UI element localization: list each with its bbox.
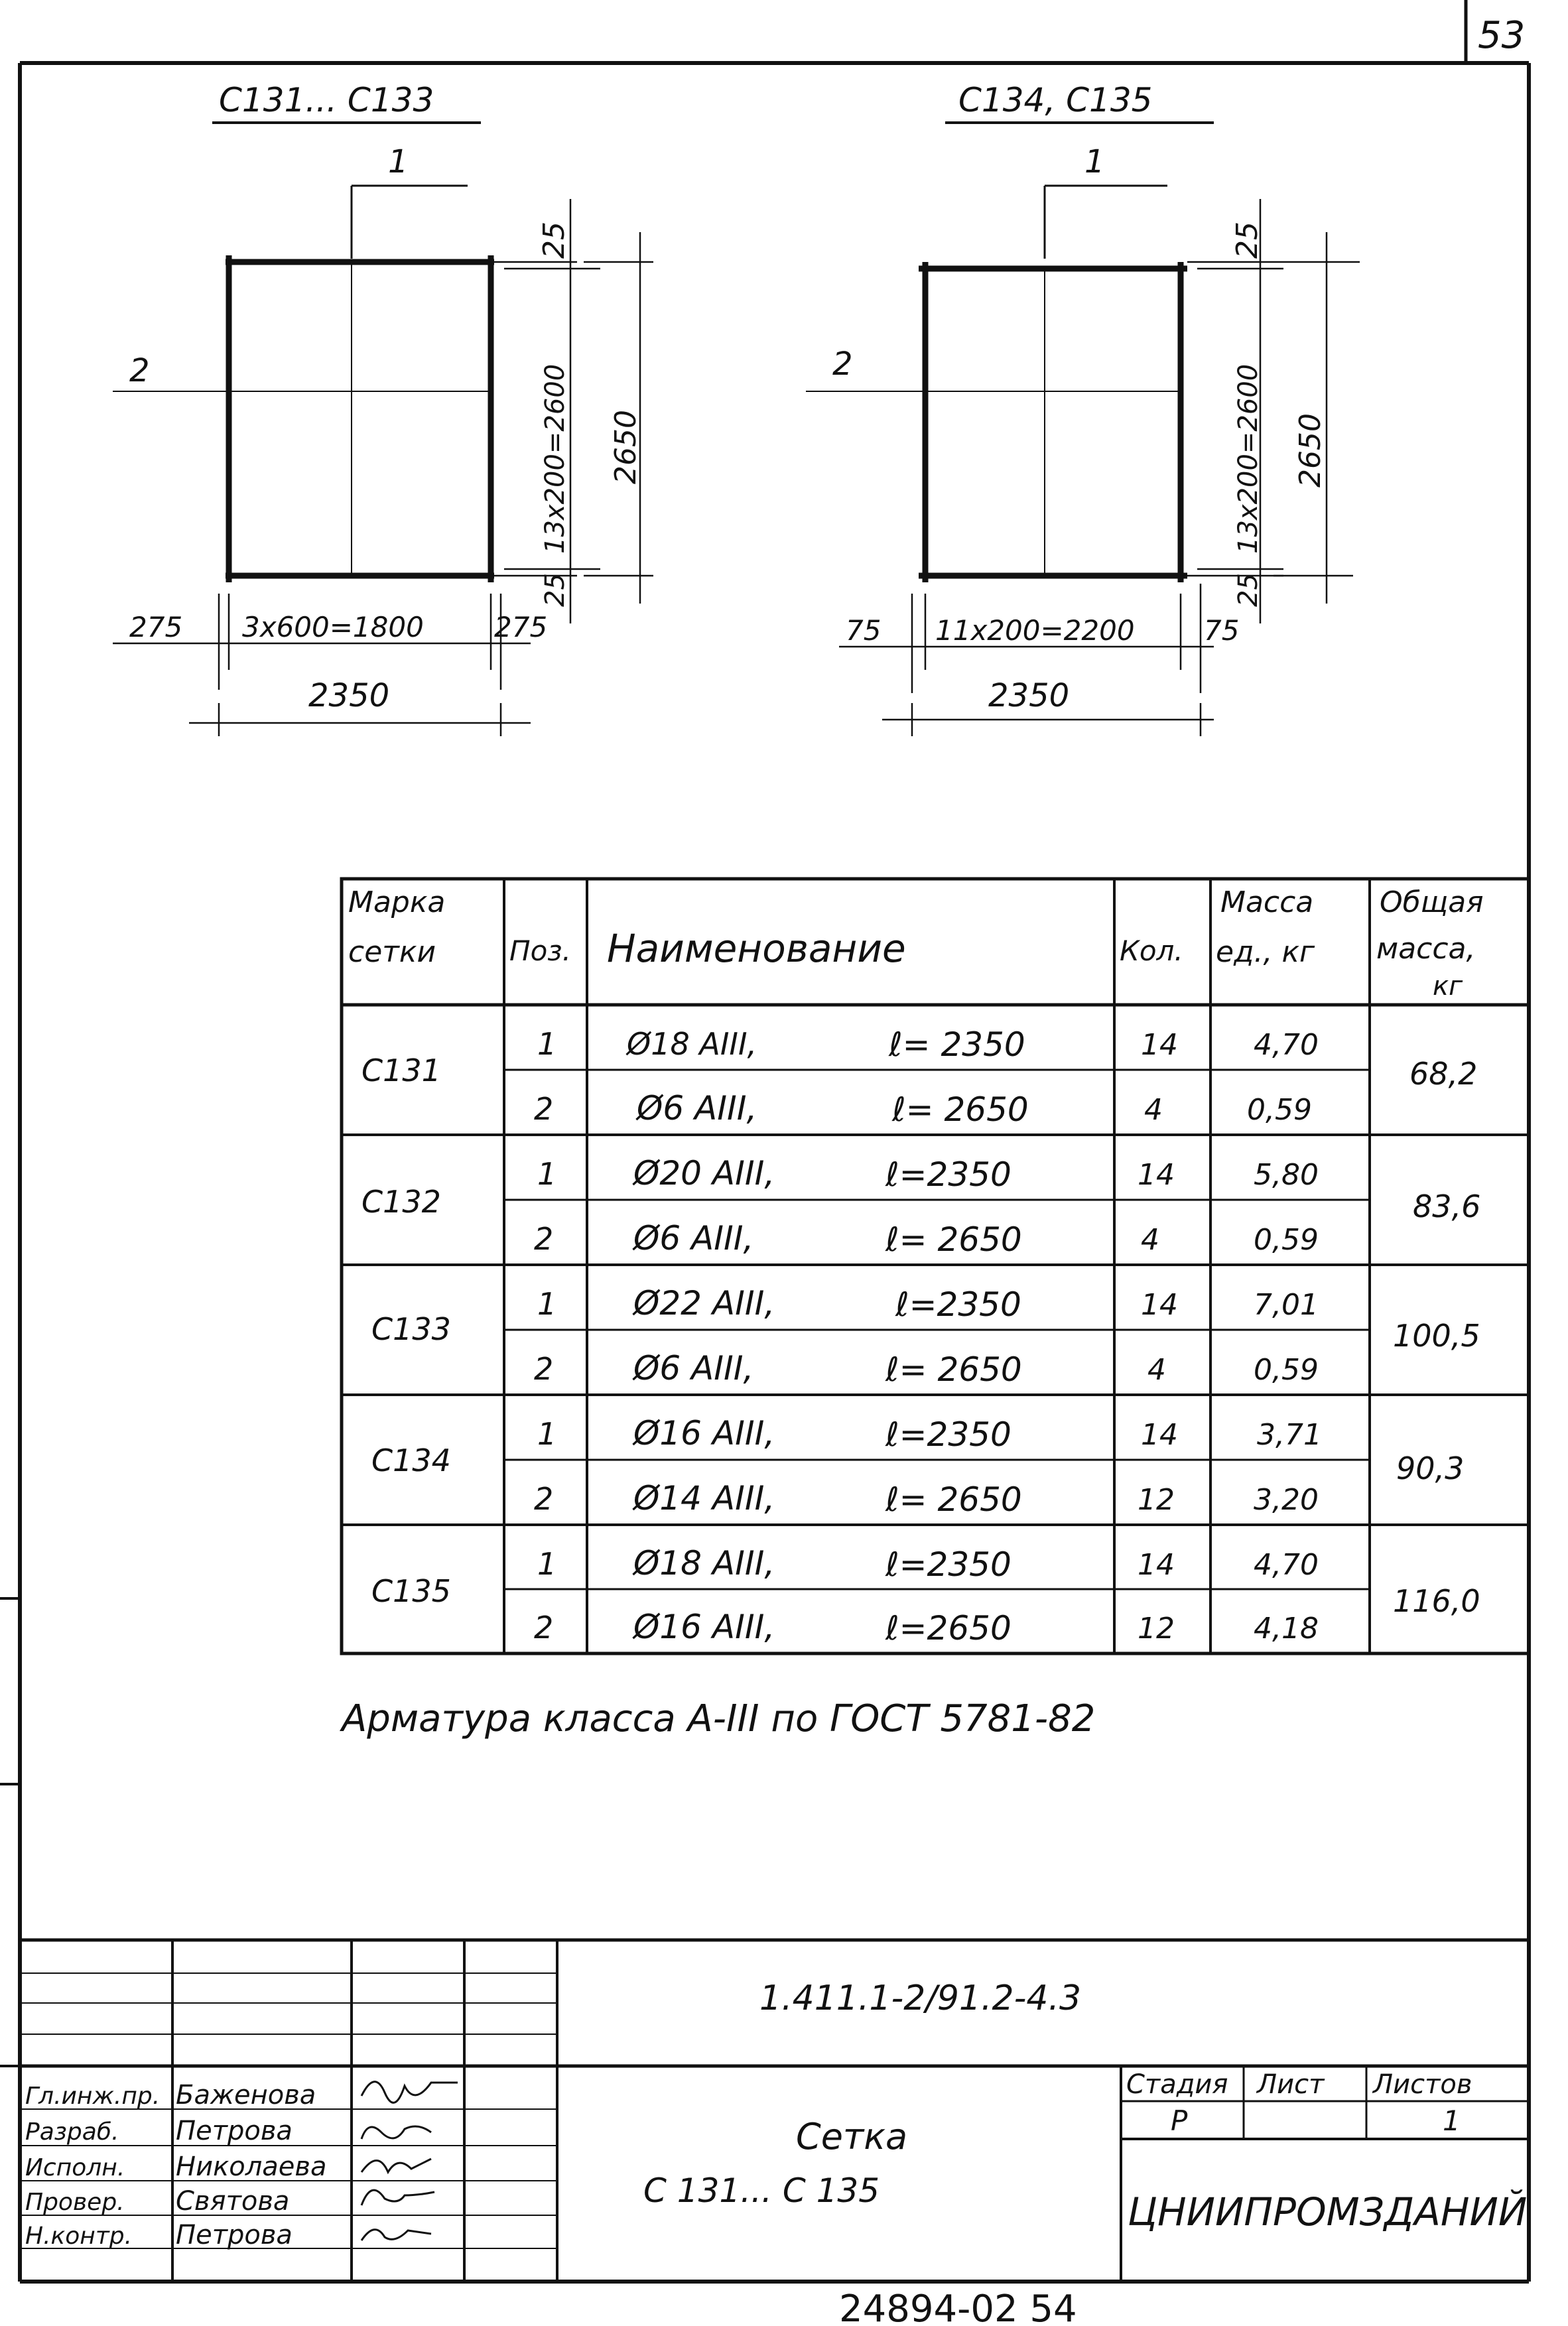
title-block: [20, 1940, 1529, 2282]
dim-overall-height: 2650: [609, 410, 643, 484]
dim-bottom: 25: [540, 573, 570, 607]
header-mass: ед., кг: [1216, 935, 1315, 969]
row-qty: 14: [1141, 1418, 1178, 1452]
row-name: Ø6 АIII,: [633, 1219, 754, 1258]
row-length: ℓ= 2650: [885, 1480, 1022, 1519]
dim-left: 275: [129, 611, 183, 643]
dim-right: 75: [1204, 614, 1240, 647]
dim-left: 75: [846, 614, 882, 647]
bar-label: 2: [129, 352, 150, 389]
staff-role: Провер.: [25, 2189, 125, 2216]
row-mass: 0,59: [1254, 1353, 1319, 1387]
row-length: ℓ=2350: [885, 1545, 1012, 1584]
mesh-mark: С132: [361, 1184, 441, 1220]
row-mass: 0,59: [1247, 1093, 1312, 1127]
mesh-diagram-c131-c133: [113, 81, 653, 736]
stage-label: Стадия: [1126, 2069, 1228, 2100]
staff-role: Н.контр.: [25, 2223, 133, 2250]
row-qty: 4: [1141, 1223, 1159, 1257]
mesh-mark: С135: [371, 1573, 451, 1609]
mesh-mark: С131: [361, 1053, 441, 1088]
row-length: ℓ= 2650: [885, 1350, 1022, 1389]
sheet-label: Лист: [1257, 2069, 1325, 2100]
row-name: Ø16 АIII,: [633, 1608, 775, 1646]
sheet-title: С 131... С 135: [643, 2171, 880, 2210]
staff-name: Петрова: [176, 2116, 293, 2146]
row-qty: 14: [1138, 1158, 1175, 1192]
row-pos: 2: [534, 1481, 554, 1517]
archive-code: 24894-02 54: [839, 2288, 1077, 2326]
row-length: ℓ=2350: [885, 1155, 1012, 1194]
staff-role: Гл.инж.пр.: [25, 2083, 161, 2110]
row-qty: 14: [1141, 1288, 1178, 1322]
total-mass: 68,2: [1409, 1056, 1478, 1092]
total-mass: 100,5: [1393, 1318, 1480, 1354]
staff-name: Петрова: [176, 2220, 293, 2250]
sheets-value: 1: [1443, 2104, 1461, 2137]
mesh-mark: С134: [371, 1443, 451, 1478]
staff-name: Святова: [176, 2186, 290, 2217]
dim-spacing: 3x600=1800: [242, 611, 424, 643]
total-mass: 90,3: [1396, 1451, 1465, 1486]
row-pos: 1: [537, 1026, 557, 1062]
document-code: 1.411.1-2/91.2-4.3: [759, 1978, 1082, 2018]
row-mass: 4,70: [1254, 1028, 1319, 1062]
mesh-mark: С133: [371, 1311, 451, 1347]
header-pos: Поз.: [509, 935, 571, 967]
mesh-diagram-c134-c135: [806, 81, 1360, 736]
section-label: 1: [1084, 143, 1105, 180]
dim-top: 25: [537, 222, 571, 259]
row-length: ℓ=2350: [895, 1285, 1021, 1324]
dim-bottom: 25: [1233, 573, 1264, 607]
row-mass: 3,71: [1257, 1418, 1322, 1452]
dim-right: 275: [494, 611, 548, 643]
header-total: Общая: [1380, 885, 1484, 919]
row-mass: 7,01: [1254, 1288, 1319, 1322]
row-pos: 1: [537, 1286, 557, 1322]
total-mass: 116,0: [1393, 1583, 1480, 1619]
row-length: ℓ= 2650: [892, 1090, 1029, 1129]
row-mass: 3,20: [1254, 1483, 1319, 1517]
stage-value: Р: [1171, 2104, 1188, 2137]
header-name: Наименование: [607, 926, 906, 971]
row-pos: 2: [534, 1351, 554, 1387]
diagram-title: С134, С135: [958, 81, 1153, 119]
row-name: Ø14 АIII,: [633, 1479, 775, 1518]
staff-name: Баженова: [176, 2080, 316, 2110]
dim-width: 2350: [988, 677, 1070, 714]
mesh-bars: [806, 262, 1187, 582]
section-label: 1: [388, 143, 409, 180]
row-mass: 0,59: [1254, 1223, 1319, 1257]
row-mass: 4,70: [1254, 1548, 1319, 1582]
row-length: ℓ= 2350: [889, 1025, 1025, 1064]
row-name: Ø18 АIII,: [633, 1544, 775, 1583]
reinforcement-note: Арматура класса А-III по ГОСТ 5781-82: [342, 1697, 1096, 1740]
row-name: Ø6 АIII,: [633, 1349, 754, 1388]
header-qty: Кол.: [1120, 935, 1183, 967]
dim-top: 25: [1230, 222, 1264, 259]
row-qty: 4: [1144, 1093, 1163, 1127]
header-mass: Масса: [1220, 885, 1314, 919]
dim-vertical: 13x200=2600: [1233, 363, 1264, 554]
row-mass: 4,18: [1254, 1612, 1319, 1646]
sheet-title: Сетка: [796, 2116, 908, 2158]
row-length: ℓ=2350: [885, 1415, 1012, 1454]
sheets-label: Листов: [1373, 2069, 1472, 2100]
row-length: ℓ= 2650: [885, 1220, 1022, 1259]
row-name: Ø6 АIII,: [637, 1089, 757, 1128]
row-name: Ø16 АIII,: [633, 1414, 775, 1453]
spec-table: [342, 879, 1529, 1653]
row-pos: 2: [534, 1610, 554, 1646]
row-qty: 14: [1141, 1028, 1178, 1062]
staff-role: Испoлн.: [25, 2154, 125, 2181]
row-qty: 12: [1138, 1612, 1175, 1646]
row-pos: 2: [534, 1221, 554, 1257]
staff-name: Николаева: [176, 2152, 327, 2182]
header-mark: Марка: [348, 885, 446, 919]
row-qty: 12: [1138, 1483, 1175, 1517]
row-qty: 4: [1147, 1353, 1166, 1387]
row-mass: 5,80: [1254, 1158, 1319, 1192]
total-mass: 83,6: [1413, 1189, 1481, 1224]
row-pos: 1: [537, 1546, 557, 1582]
row-name: Ø20 АIII,: [633, 1154, 775, 1193]
dim-overall-height: 2650: [1293, 413, 1327, 487]
dim-vertical: 13x200=2600: [540, 363, 570, 554]
table-header: [348, 885, 1484, 1001]
row-qty: 14: [1138, 1548, 1175, 1582]
row-name: Ø22 АIII,: [633, 1284, 775, 1323]
row-pos: 1: [537, 1416, 557, 1452]
signatures: [361, 2082, 458, 2240]
dim-spacing: 11x200=2200: [935, 614, 1135, 647]
row-length: ℓ=2650: [885, 1609, 1012, 1648]
row-pos: 1: [537, 1156, 557, 1192]
row-name: Ø18 АIII,: [627, 1026, 757, 1062]
header-mark: сетки: [348, 935, 436, 969]
bar-label: 2: [832, 346, 853, 383]
page-number: 53: [1478, 14, 1526, 57]
mesh-bars: [113, 255, 494, 582]
staff-role: Разраб.: [25, 2118, 119, 2146]
header-total: масса,: [1376, 932, 1476, 966]
row-pos: 2: [534, 1091, 554, 1127]
diagram-title: С131... С133: [219, 81, 434, 119]
organization-name: ЦНИИПРОМЗДАНИЙ: [1128, 2189, 1528, 2234]
dim-width: 2350: [308, 677, 390, 714]
header-total: кг: [1433, 971, 1463, 1001]
